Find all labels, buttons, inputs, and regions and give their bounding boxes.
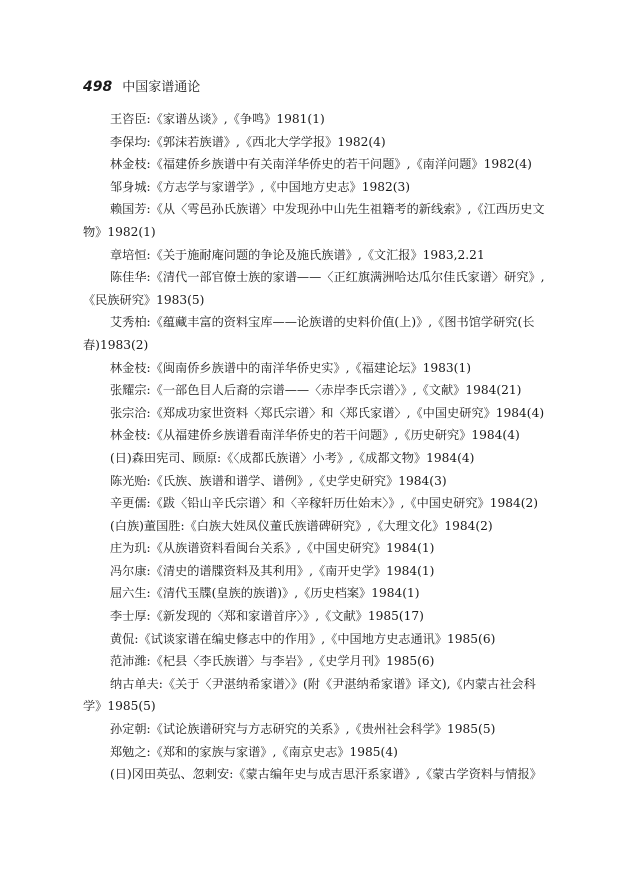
bibliography-entry: 郑勉之:《郑和的家族与家谱》,《南京史志》1985(4) <box>110 744 398 759</box>
bibliography-entry: 林金枝:《从福建侨乡族谱看南洋华侨史的若干问题》,《历史研究》1984(4) <box>110 428 520 443</box>
bibliography-entry: 纳古单夫:《关于〈尹湛纳希家谱〉》(附《尹湛纳希家谱》译文),《内蒙古社会科学》1985(5) <box>83 676 536 714</box>
bibliography-entry: 张宗洽:《郑成功家世资料〈郑氏宗谱〉和〈郑氏家谱〉,《中国史研究》1984(4) <box>110 405 545 420</box>
bibliography-entry: 赖国芳:《从〈雩邑孙氏族谱〉中发现孙中山先生祖籍考的新线索》,《江西历史文物》1982(1) <box>83 202 545 239</box>
bibliography-entry: (白族)董国胜:《白族大姓凤仪董氏族谱碑研究》,《大理文化》1984(2) <box>110 518 493 533</box>
bibliography-entry: 艾秀柏:《蕴藏丰富的资料宝库——论族谱的史料价值(上)》,《图书馆学研究(长春)1983(2) <box>83 315 535 352</box>
bibliography-entry: 林金枝:《闽南侨乡族谱中的南洋华侨史实》,《福建论坛》1983(1) <box>110 360 471 375</box>
bibliography-entry: 黄侃:《试谈家谱在编史修志中的作用》,《中国地方史志通讯》1985(6) <box>110 631 496 646</box>
bibliography-entry: 辛更儒:《跋〈铅山辛氏宗谱〉和〈辛稼轩历仕始末〉》,《中国史研究》1984(2) <box>110 496 538 511</box>
bibliography-entry: 邹身城:《方志学与家谱学》,《中国地方史志》1982(3) <box>110 179 411 194</box>
bibliography-entry: 屈六生:《清代玉牒(皇族的族谱)》,《历史档案》1984(1) <box>110 586 420 601</box>
bibliography-entry: 范沛潍:《杞县〈李氏族谱〉与李岩》,《史学月刊》1985(6) <box>110 654 435 669</box>
bibliography-entry: 张耀宗:《一部色目人后裔的宗谱——〈赤岸李氏宗谱〉》,《文献》1984(21) <box>110 383 522 398</box>
bibliography-entry: 陈佳华:《清代一部官僚士族的家谱——〈正红旗满洲哈达瓜尔佳氏家谱〉研究》,《民族研究》1983(5) <box>83 270 545 307</box>
bibliography-list <box>83 108 553 786</box>
bibliography-entry: (日)森田宪司、顾原:《〈成都氏族谱〉小考》,《成都文物》1984(4) <box>110 450 475 465</box>
bibliography-entry: 陈光贻:《氏族、族谱和谱学、谱例》,《史学史研究》1984(3) <box>110 473 447 488</box>
running-title: 中国家谱通论 <box>122 80 201 95</box>
page-header <box>83 76 200 96</box>
bibliography-entry: 孙定朝:《试论族谱研究与方志研究的关系》,《贵州社会科学》1985(5) <box>110 722 496 737</box>
bibliography-entry: 王咨臣:《家谱丛谈》,《争鸣》1981(1) <box>110 112 325 126</box>
bibliography-entry: 林金枝:《福建侨乡族谱中有关南洋华侨史的若干问题》,《南洋问题》1982(4) <box>110 157 532 172</box>
bibliography-entry: 章培恒:《关于施耐庵问题的争论及施氏族谱》,《文汇报》1983,2.21 <box>110 247 485 262</box>
bibliography-entry: 庄为玑:《从族谱资料看闽台关系》,《中国史研究》1984(1) <box>110 541 435 556</box>
bibliography-entry: 李士厚:《新发现的〈郑和家谱首序〉》,《文献》1985(17) <box>110 609 424 624</box>
bibliography-entry: 李保均:《郭沫若族谱》,《西北大学学报》1982(4) <box>110 134 386 149</box>
page-number: 498 <box>83 79 113 95</box>
bibliography-entry: (日)冈田英弘、忽剌安:《蒙古编年史与成吉思汗系家谱》,《蒙古学资料与情报》 <box>110 767 542 782</box>
bibliography-entry: 冯尔康:《清史的谱牒资料及其利用》,《南开史学》1984(1) <box>110 563 435 578</box>
